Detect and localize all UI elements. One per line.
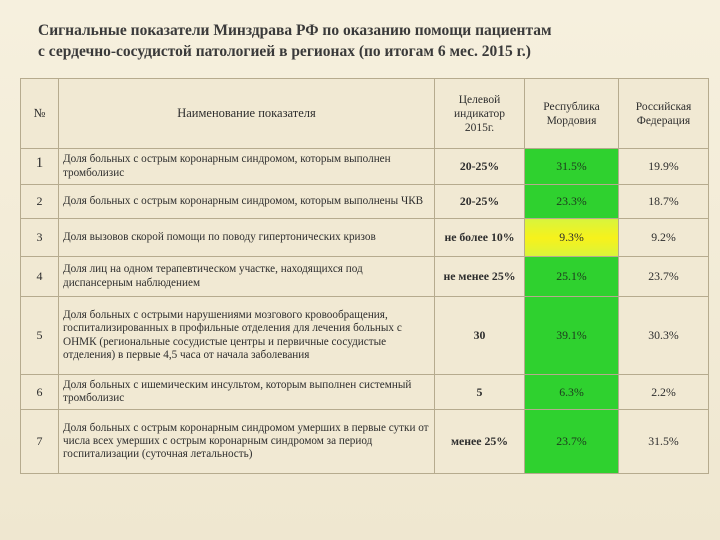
table-row (21, 149, 709, 185)
row-rf: 9.2% (619, 219, 709, 257)
row-rf: 18.7% (619, 185, 709, 219)
row-num: 3 (21, 219, 59, 257)
row-name: Доля лиц на одном терапевтическом участке, находящихся под диспансерным наблюдением (59, 257, 435, 297)
row-mordovia: 6.3% (525, 375, 619, 410)
row-num: 4 (21, 257, 59, 297)
row-name: Доля больных с острым коронарным синдромом умерших в первые сутки от числа всех умерших с острым коронарным синдромом за период госпитализации (суточная летальность) (59, 410, 435, 474)
row-num: 1 (21, 149, 59, 185)
row-name: Доля больных с острым коронарным синдромом, которым выполнены ЧКВ (59, 185, 435, 219)
table-header-row (21, 79, 709, 149)
row-mordovia: 9.3% (525, 219, 619, 257)
row-name: Доля больных с ишемическим инсультом, которым выполнен системный тромболизис (59, 375, 435, 410)
row-num: 2 (21, 185, 59, 219)
row-target: не менее 25% (435, 257, 525, 297)
row-target: менее 25% (435, 410, 525, 474)
row-mordovia: 23.3% (525, 185, 619, 219)
row-mordovia: 25.1% (525, 257, 619, 297)
table-row (21, 257, 709, 297)
table-row (21, 219, 709, 257)
row-mordovia: 31.5% (525, 149, 619, 185)
row-target: 20-25% (435, 185, 525, 219)
header-name: Наименование показателя (59, 79, 435, 149)
row-num: 5 (21, 297, 59, 375)
row-target: 5 (435, 375, 525, 410)
row-name: Доля вызовов скорой помощи по поводу гипертонических кризов (59, 219, 435, 257)
row-mordovia: 23.7% (525, 410, 619, 474)
title-line-2: с сердечно-сосудистой патологией в регионах (по итогам 6 мес. 2015 г.) (38, 43, 531, 60)
row-name: Доля больных с острыми нарушениями мозгового кровообращения, госпитализированных в профильные отделения для лечения больных с ОНМК (региональные сосудистые центры и первичные сосудистые отделения) в первые 4,5 часа от начала заболевания (59, 297, 435, 375)
table-row (21, 297, 709, 375)
header-rf: Российская Федерация (619, 79, 709, 149)
header-target: Целевой индикатор 2015г. (435, 79, 525, 149)
row-num: 7 (21, 410, 59, 474)
table-row (21, 410, 709, 474)
row-rf: 19.9% (619, 149, 709, 185)
row-target: 20-25% (435, 149, 525, 185)
row-rf: 2.2% (619, 375, 709, 410)
table-row (21, 185, 709, 219)
table-row (21, 375, 709, 410)
row-num: 6 (21, 375, 59, 410)
row-target: 30 (435, 297, 525, 375)
page-title (38, 20, 698, 62)
row-target: не более 10% (435, 219, 525, 257)
title-line-1: Сигнальные показатели Минздрава РФ по оказанию помощи пациентам (38, 22, 552, 39)
row-name: Доля больных с острым коронарным синдромом, которым выполнен тромболизис (59, 149, 435, 185)
header-num: № (21, 79, 59, 149)
row-mordovia: 39.1% (525, 297, 619, 375)
indicators-table (20, 78, 709, 474)
header-mordovia: Республика Мордовия (525, 79, 619, 149)
row-rf: 23.7% (619, 257, 709, 297)
row-rf: 31.5% (619, 410, 709, 474)
row-rf: 30.3% (619, 297, 709, 375)
